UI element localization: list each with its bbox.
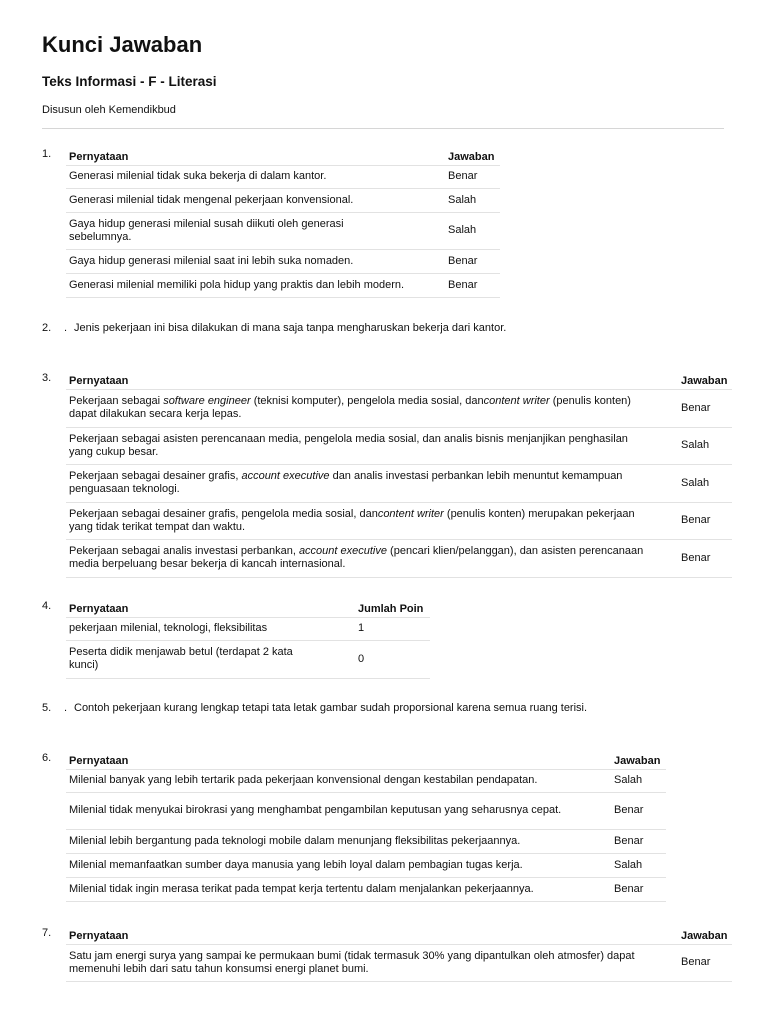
table-row	[66, 769, 666, 792]
answer-cell: Benar	[678, 944, 732, 981]
statement-cell: Gaya hidup generasi milenial saat ini lebih suka nomaden.	[66, 249, 445, 273]
statement-cell: Milenial lebih bergantung pada teknologi mobile dalam menunjang fleksibilitas pekerjaannya.	[66, 829, 611, 853]
statement-cell: Peserta didik menjawab betul (terdapat 2 kata kunci)	[66, 640, 355, 678]
table-row	[66, 502, 732, 539]
statement-cell: Milenial memanfaatkan sumber daya manusia yang lebih loyal dalam pembagian tugas kerja.	[66, 853, 611, 877]
column-header: Jawaban	[611, 750, 666, 769]
statement-cell: Pekerjaan sebagai asisten perencanaan media, pengelola media sosial, dan analis bisnis menjanjikan penghasilan yang cukup besar.	[66, 427, 678, 464]
answer-cell: Salah	[611, 769, 666, 792]
answer-table-q6	[66, 750, 666, 902]
points-cell: 0	[355, 640, 430, 678]
answer-table-q7	[66, 925, 732, 982]
answer-cell: Benar	[445, 249, 500, 273]
answer-cell: Benar	[445, 273, 500, 297]
table-row	[66, 877, 666, 901]
column-header: Jawaban	[445, 146, 500, 165]
answer-cell: Benar	[445, 165, 500, 188]
question-number: 7.	[42, 927, 52, 939]
answer-cell: Benar	[611, 829, 666, 853]
table-row	[66, 792, 666, 829]
note-bullet: .	[64, 702, 68, 714]
statement-cell: Milenial tidak menyukai birokrasi yang menghambat pengambilan keputusan yang seharusnya cepat.	[66, 792, 611, 829]
statement-cell: Pekerjaan sebagai software engineer (teknisi komputer), pengelola media sosial, dancontent writer (penulis konten) dapat dilakukan secara kerja lepas.	[66, 389, 678, 427]
table-row	[66, 389, 732, 427]
column-header: Pernyataan	[66, 925, 678, 944]
answer-cell: Benar	[678, 502, 732, 539]
question-number: 1.	[42, 148, 52, 160]
statement-cell: Satu jam energi surya yang sampai ke permukaan bumi (tidak termasuk 30% yang dipantulkan oleh atmosfer) dapat memenuhi lebih dari satu tahun konsumsi energi planet bumi.	[66, 944, 678, 981]
column-header: Jawaban	[678, 925, 732, 944]
table-header-row	[66, 750, 666, 769]
statement-cell: Generasi milenial memiliki pola hidup yang praktis dan lebih modern.	[66, 273, 445, 297]
answer-cell: Salah	[611, 853, 666, 877]
answer-cell: Benar	[678, 539, 732, 577]
note-bullet: .	[64, 322, 68, 334]
page-subtitle: Teks Informasi - F - Literasi	[42, 74, 217, 89]
answer-note-q2	[64, 322, 524, 350]
table-row	[66, 188, 500, 212]
statement-cell: Generasi milenial tidak mengenal pekerjaan konvensional.	[66, 188, 445, 212]
table-header-row	[66, 598, 430, 617]
statement-cell: Pekerjaan sebagai desainer grafis, pengelola media sosial, dancontent writer (penulis konten) merupakan pekerjaan yang tidak terikat tempat dan waktu.	[66, 502, 678, 539]
answer-cell: Salah	[678, 464, 732, 502]
table-header-row	[66, 925, 732, 944]
column-header: Jawaban	[678, 370, 732, 389]
table-row	[66, 617, 430, 640]
author-line: Disusun oleh Kemendikbud	[42, 104, 176, 116]
statement-cell: Milenial banyak yang lebih tertarik pada pekerjaan konvensional dengan kestabilan pendapatan.	[66, 769, 611, 792]
question-number: 4.	[42, 600, 52, 612]
statement-cell: Milenial tidak ingin merasa terikat pada tempat kerja tertentu dalam menjalankan pekerjaannya.	[66, 877, 611, 901]
table-row	[66, 212, 500, 249]
table-row	[66, 427, 732, 464]
table-row	[66, 165, 500, 188]
page-title: Kunci Jawaban	[42, 32, 203, 57]
column-header: Pernyataan	[66, 370, 678, 389]
column-header: Jumlah Poin	[355, 598, 430, 617]
statement-cell: Pekerjaan sebagai analis investasi perbankan, account executive (pencari klien/pelanggan), dan asisten perencanaan media berpeluang besar bekerja di kancah internasional.	[66, 539, 678, 577]
statement-cell: Gaya hidup generasi milenial susah diikuti oleh generasi sebelumnya.	[66, 212, 445, 249]
table-row	[66, 249, 500, 273]
note-text: Jenis pekerjaan ini bisa dilakukan di mana saja tanpa mengharuskan bekerja dari kantor.	[74, 322, 507, 334]
table-row	[66, 640, 430, 678]
question-number: 2.	[42, 322, 52, 334]
points-cell: 1	[355, 617, 430, 640]
column-header: Pernyataan	[66, 750, 611, 769]
answer-cell: Salah	[445, 212, 500, 249]
answer-cell: Benar	[678, 389, 732, 427]
table-row	[66, 944, 732, 981]
answer-cell: Salah	[445, 188, 500, 212]
table-row	[66, 853, 666, 877]
table-row	[66, 273, 500, 297]
answer-table-q4	[66, 598, 430, 679]
answer-cell: Benar	[611, 792, 666, 829]
statement-cell: pekerjaan milenial, teknologi, fleksibilitas	[66, 617, 355, 640]
question-number: 6.	[42, 752, 52, 764]
answer-table-q3	[66, 370, 732, 578]
answer-table-q1	[66, 146, 500, 298]
note-text: Contoh pekerjaan kurang lengkap tetapi tata letak gambar sudah proporsional karena semua ruang terisi.	[74, 702, 588, 714]
table-row	[66, 829, 666, 853]
answer-note-q5	[64, 702, 614, 730]
statement-cell: Pekerjaan sebagai desainer grafis, account executive dan analis investasi perbankan lebih menuntut kemampuan penguasaan teknologi.	[66, 464, 678, 502]
table-row	[66, 464, 732, 502]
table-header-row	[66, 146, 500, 165]
divider	[42, 128, 724, 129]
answer-cell: Salah	[678, 427, 732, 464]
column-header: Pernyataan	[66, 598, 355, 617]
question-number: 5.	[42, 702, 52, 714]
statement-cell: Generasi milenial tidak suka bekerja di dalam kantor.	[66, 165, 445, 188]
answer-cell: Benar	[611, 877, 666, 901]
column-header: Pernyataan	[66, 146, 445, 165]
table-header-row	[66, 370, 732, 389]
table-row	[66, 539, 732, 577]
question-number: 3.	[42, 372, 52, 384]
